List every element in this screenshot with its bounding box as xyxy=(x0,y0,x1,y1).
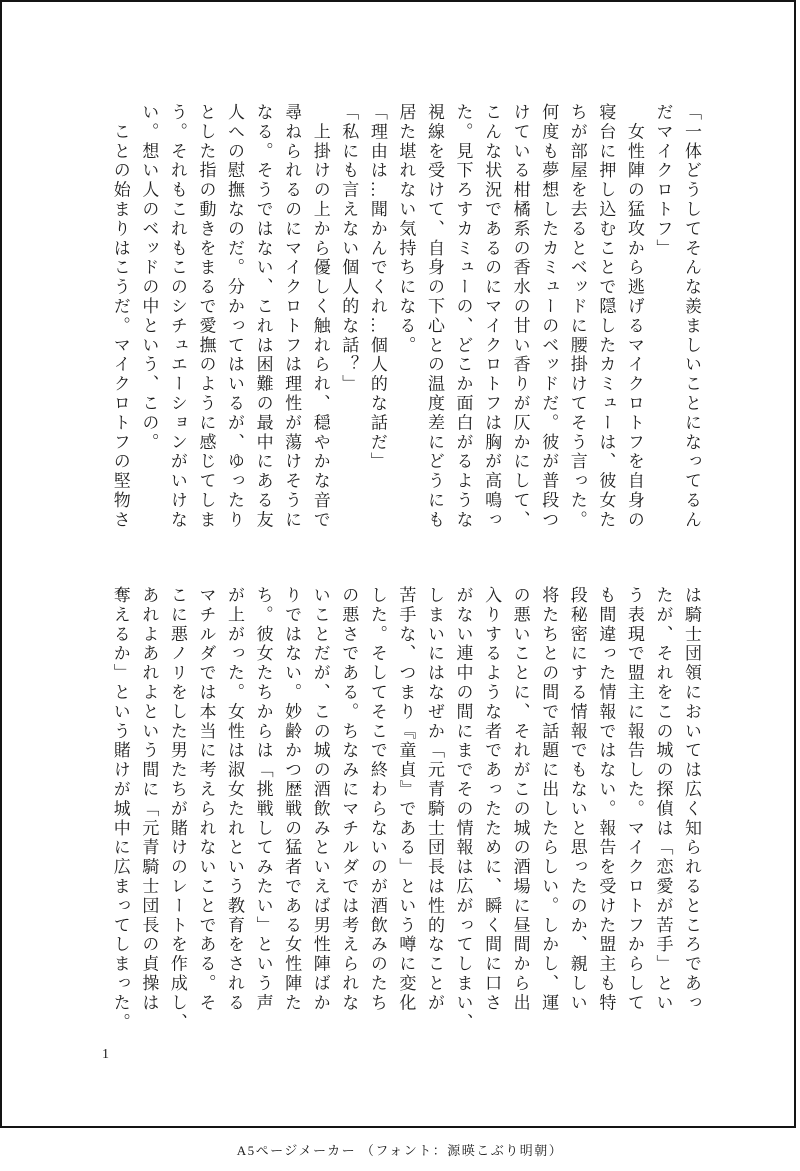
page-number: 1 xyxy=(102,1047,109,1062)
text-line: が上がった。女性は淑女たれという教育をされる xyxy=(225,586,244,1013)
text-line: した。そしてそこで終わらないのが酒飲みのたち xyxy=(367,586,387,1013)
text-line: も間違った情報ではない。報告を受けた盟主も特 xyxy=(596,586,616,1013)
text-line: 奪えるか」という賭けが城中に広まってしまった。 xyxy=(110,586,130,1033)
text-line: だマイクロトフ」 xyxy=(653,103,673,259)
text-line: 入りするような者であったために、瞬く間に口さ xyxy=(482,586,502,1013)
text-line: の悪さである。ちなみにマチルダでは考えられな xyxy=(339,586,359,1013)
text-line: 段秘密にする情報でもないと思ったのか、親しい xyxy=(567,586,587,1013)
text-line: 苦手な、つまり『童貞』である」という噂に変化 xyxy=(396,586,416,1013)
text-line: がない連中の間にまでその情報は広がってしまい、 xyxy=(453,586,473,1033)
text-line: ちが部屋を去るとベッドに腰掛けてそう言った。 xyxy=(567,103,587,530)
text-line: 何度も夢想したカミューのベッドだ。彼が普段つ xyxy=(539,103,559,530)
text-line: い。想い人のベッドの中という、この。 xyxy=(139,103,159,453)
text-line: う表現で盟主に報告した。マイクロトフからして xyxy=(624,586,644,1013)
text-block-bottom xyxy=(105,586,705,1038)
footer-caption: A5ページメーカー （フォント：源暎こぶり明朝） xyxy=(236,1143,564,1158)
text-line: マチルダでは本当に考えられないことである。そ xyxy=(196,586,216,1013)
text-line: けている柑橘系の香水の甘い香りが仄かにして、 xyxy=(510,103,530,530)
text-line: ち。彼女たちからは「挑戦してみたい」という声 xyxy=(253,586,273,1013)
text-line: 将たちとの間で話題に出したらしい。しかし、運 xyxy=(539,586,559,1013)
text-line: 上掛けの上から優しく触れられ、穏やかな音で xyxy=(310,103,330,530)
text-line: しまいにはなぜか「元青騎士団長は性的なことが xyxy=(424,586,444,1013)
text-line: 「一体どうしてそんな羨ましいことになってるん xyxy=(682,103,701,530)
text-line: こに悪ノリをした男たちが賭けのレートを作成し、 xyxy=(167,586,187,1033)
text-line: ことの始まりはこうだ。マイクロトフの堅物さ xyxy=(110,103,130,530)
text-line: 視線を受けて、自身の下心との温度差にどうにも xyxy=(424,103,444,530)
text-line: 女性陣の猛攻から逃げるマイクロトフを自身の xyxy=(624,103,644,530)
text-line: 「理由は…聞かんでくれ…個人的な話だ」 xyxy=(367,103,387,472)
text-line: 人への慰撫なのだ。分かってはいるが、ゆったり xyxy=(225,103,244,530)
text-line: たが、それをこの城の探偵は「恋愛が苦手」とい xyxy=(653,586,673,1013)
text-line: いことだが、この城の酒飲みといえば男性陣ばか xyxy=(310,586,330,1013)
text-line: あれよあれよという間に「元青騎士団長の貞操は xyxy=(139,586,159,1013)
text-line: 尋ねられるのにマイクロトフは理性が蕩けそうに xyxy=(282,103,302,530)
text-line: こんな状況であるのにマイクロトフは胸が高鳴っ xyxy=(482,103,502,530)
text-line: 寝台に押し込むことで隠したカミューは、彼女た xyxy=(596,103,616,530)
text-line: は騎士団領においては広く知られるところであっ xyxy=(682,586,701,1013)
text-line: う。それもこれもこのシチュエーションがいけな xyxy=(167,103,187,530)
text-line: た。見下ろすカミューの、どこか面白がるような xyxy=(453,103,473,530)
text-line: なる。そうではない、これは困難の最中にある友 xyxy=(253,103,273,530)
text-block-top xyxy=(105,103,705,555)
text-line: とした指の動きをまるで愛撫のように感じてしま xyxy=(196,103,216,530)
text-line: の悪いことに、それがこの城の酒場に昼間から出 xyxy=(510,586,530,1013)
text-line: 居た堪れない気持ちになる。 xyxy=(396,103,416,356)
text-line: 「私にも言えない個人的な話？」 xyxy=(339,103,359,394)
text-line: りではない。妙齢かつ歴戦の猛者である女性陣た xyxy=(282,586,302,1013)
